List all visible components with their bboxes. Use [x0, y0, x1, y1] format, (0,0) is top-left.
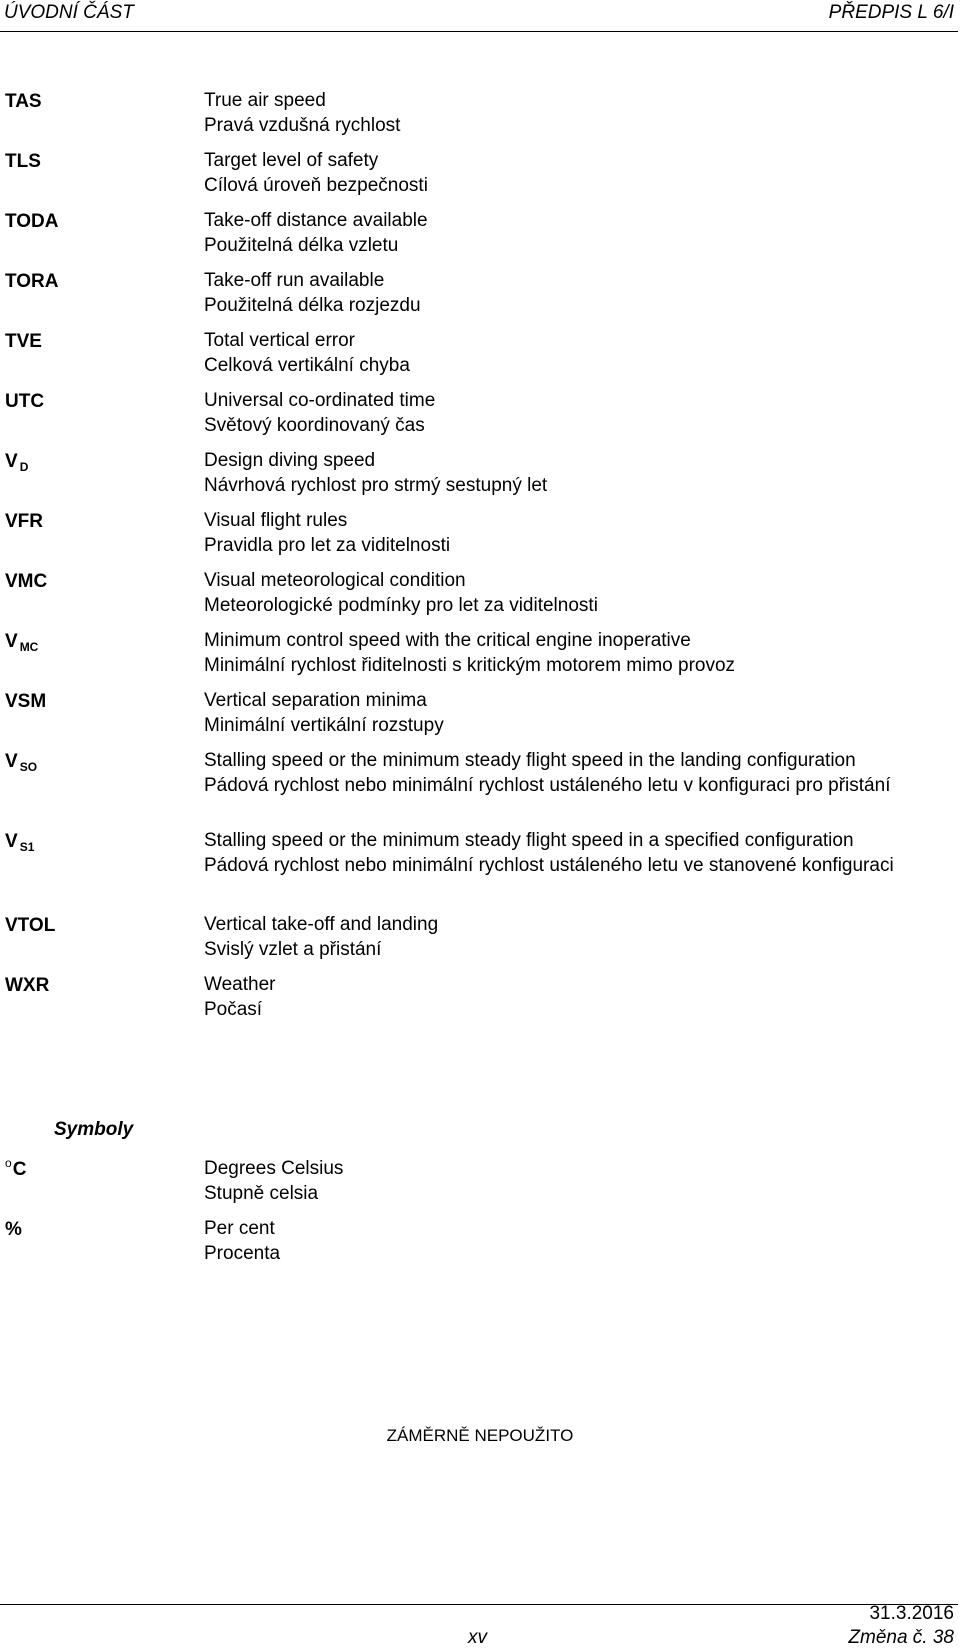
definition-czech: Meteorologické podmínky pro let za viditelnosti	[204, 595, 598, 616]
abbreviation-row	[0, 568, 960, 618]
footer-page-number: xv	[468, 1627, 487, 1648]
definition-english: Vertical separation minima	[204, 690, 427, 711]
definition	[204, 688, 924, 738]
definition-czech: Minimální rychlost řiditelnosti s kritickým motorem mimo provoz	[204, 655, 736, 676]
term-subscript: D	[19, 460, 29, 474]
abbreviation-row	[0, 88, 960, 138]
term-label	[5, 915, 55, 937]
term-subscript: SO	[19, 760, 38, 774]
footer-divider	[0, 1604, 958, 1605]
term-text: V	[5, 751, 18, 772]
term-text: V	[5, 451, 18, 472]
intentionally-blank-note: ZÁMĚRNĚ NEPOUŽITO	[386, 1426, 574, 1445]
definition-english: Take-off distance available	[204, 210, 428, 231]
symbol-row	[0, 1156, 960, 1206]
term-text: %	[5, 1219, 22, 1240]
term-subscript: MC	[19, 640, 39, 654]
definition-english: Per cent	[204, 1218, 275, 1239]
term-text: TVE	[5, 331, 42, 352]
definition	[204, 1216, 924, 1266]
abbreviation-row	[0, 448, 960, 498]
definition-czech: Svislý vzlet a přistání	[204, 939, 382, 960]
definition-english: True air speed	[204, 90, 326, 111]
term-label	[5, 691, 46, 713]
abbreviation-row	[0, 208, 960, 258]
term-label	[5, 391, 44, 413]
definition-english: Take-off run available	[204, 270, 385, 291]
definition	[204, 208, 924, 258]
definition	[204, 328, 924, 378]
abbreviation-row	[0, 748, 960, 798]
definition	[204, 628, 924, 678]
definition	[204, 748, 924, 798]
header-divider	[0, 31, 958, 32]
definition-czech: Světový koordinovaný čas	[204, 415, 425, 436]
term-text: V	[5, 631, 18, 652]
header-right-title: PŘEDPIS L 6/I	[828, 2, 954, 23]
symbols-heading: Symboly	[54, 1119, 134, 1140]
term-label	[5, 271, 58, 293]
term-label	[5, 511, 43, 533]
term-label	[5, 975, 49, 997]
definition-czech: Pádová rychlost nebo minimální rychlost ustáleného letu ve stanovené konfiguraci	[204, 855, 894, 876]
definition-english: Visual meteorological condition	[204, 570, 466, 591]
definition-czech: Minimální vertikální rozstupy	[204, 715, 444, 736]
definition-czech: Pádová rychlost nebo minimální rychlost ustáleného letu v konfiguraci pro přistání	[204, 775, 891, 796]
footer-change-number: Změna č. 38	[848, 1627, 954, 1648]
header-left-title: ÚVODNÍ ČÁST	[4, 2, 134, 23]
definition-czech: Cílová úroveň bezpečnosti	[204, 175, 428, 196]
definition-english: Weather	[204, 974, 276, 995]
definition-english: Visual flight rules	[204, 510, 348, 531]
term-label	[5, 831, 34, 853]
definition-czech: Pravidla pro let za viditelnosti	[204, 535, 451, 556]
definition-english: Vertical take-off and landing	[204, 914, 439, 935]
definition-czech: Použitelná délka vzletu	[204, 235, 399, 256]
term-label	[5, 751, 37, 773]
term-text: TAS	[5, 91, 42, 112]
definition-english: Design diving speed	[204, 450, 376, 471]
term-text: VTOL	[5, 915, 56, 936]
definition-english: Stalling speed or the minimum steady flight speed in the landing configuration	[204, 750, 856, 771]
term-text: C	[12, 1159, 27, 1180]
definition-english: Degrees Celsius	[204, 1158, 344, 1179]
abbreviation-row	[0, 388, 960, 438]
abbreviation-row	[0, 628, 960, 678]
definition	[204, 568, 924, 618]
abbreviation-row	[0, 972, 960, 1022]
term-label	[5, 1219, 22, 1241]
definition-czech: Procenta	[204, 1243, 281, 1264]
definition-english: Stalling speed or the minimum steady flight speed in a specified configuration	[204, 830, 854, 851]
term-label	[5, 331, 42, 353]
definition-czech: Pravá vzdušná rychlost	[204, 115, 401, 136]
term-superscript: o	[5, 1156, 12, 1170]
definition-czech: Stupně celsia	[204, 1183, 319, 1204]
term-text: TODA	[5, 211, 59, 232]
definition-czech: Počasí	[204, 999, 263, 1020]
term-text: WXR	[5, 975, 50, 996]
footer-date: 31.3.2016	[869, 1603, 954, 1624]
term-text: VFR	[5, 511, 43, 532]
term-label	[5, 211, 58, 233]
definition-czech: Návrhová rychlost pro strmý sestupný let	[204, 475, 548, 496]
term-text: TORA	[5, 271, 59, 292]
term-text: VMC	[5, 571, 48, 592]
term-label	[5, 91, 42, 113]
definition	[204, 268, 924, 318]
term-label	[5, 631, 38, 653]
abbreviation-row	[0, 328, 960, 378]
definition-czech: Celková vertikální chyba	[204, 355, 410, 376]
definition	[204, 1156, 924, 1206]
definition-english: Target level of safety	[204, 150, 379, 171]
definition-czech: Použitelná délka rozjezdu	[204, 295, 421, 316]
term-label	[5, 151, 41, 173]
definition	[204, 972, 924, 1022]
definition	[204, 148, 924, 198]
term-text: UTC	[5, 391, 45, 412]
abbreviation-row	[0, 508, 960, 558]
abbreviation-row	[0, 688, 960, 738]
term-label	[5, 571, 47, 593]
abbreviation-row	[0, 268, 960, 318]
term-label	[5, 1156, 27, 1181]
definition	[204, 388, 924, 438]
definition	[204, 508, 924, 558]
definition-english: Total vertical error	[204, 330, 355, 351]
abbreviation-row	[0, 912, 960, 962]
abbreviation-row	[0, 828, 960, 878]
term-subscript: S1	[19, 840, 35, 854]
term-text: V	[5, 831, 18, 852]
definition	[204, 912, 924, 962]
definition	[204, 88, 924, 138]
definition-english: Minimum control speed with the critical engine inoperative	[204, 630, 691, 651]
abbreviation-row	[0, 148, 960, 198]
symbol-row	[0, 1216, 960, 1266]
term-text: VSM	[5, 691, 47, 712]
definition	[204, 448, 924, 498]
term-label	[5, 451, 28, 473]
definition-english: Universal co-ordinated time	[204, 390, 436, 411]
definition	[204, 828, 924, 878]
term-text: TLS	[5, 151, 41, 172]
